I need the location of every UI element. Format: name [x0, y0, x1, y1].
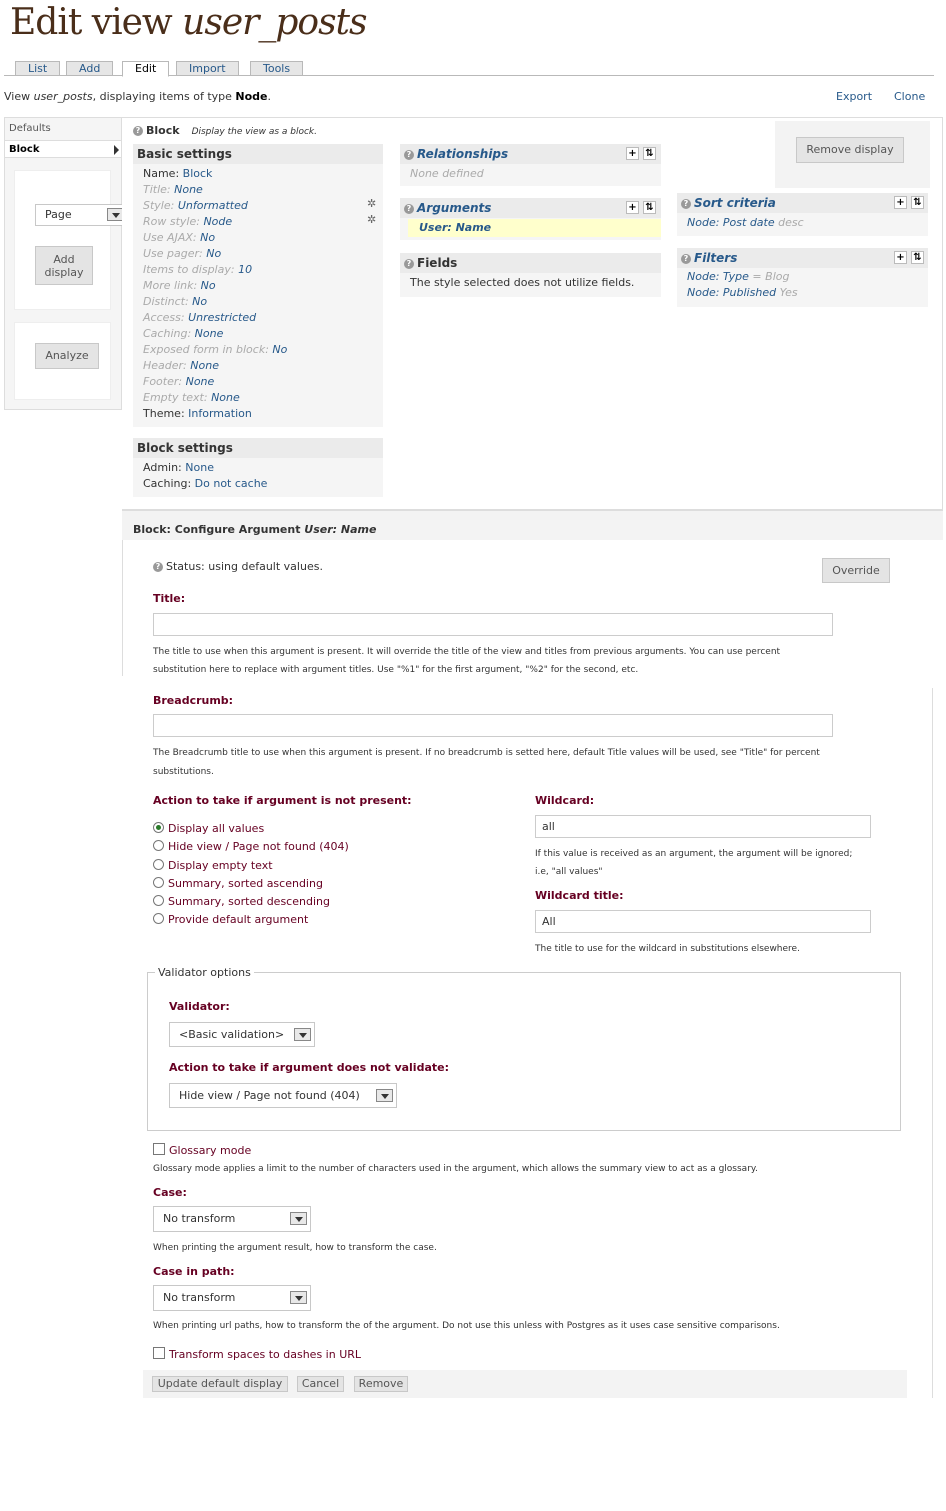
validate-action-label: Action to take if argument does not validate:: [169, 1061, 449, 1074]
analyze-button[interactable]: Analyze: [35, 343, 99, 369]
validate-action-select-value: Hide view / Page not found (404): [179, 1089, 360, 1102]
configure-title: [133, 523, 376, 536]
case-in-path-description: When printing url paths, how to transform the of the argument. Do not use this unless with Postgres as it uses case sensitive comparisons.: [153, 1321, 780, 1331]
display-item-block-label: Block: [9, 144, 40, 155]
setting-label: More link:: [143, 279, 201, 292]
sort-item-link[interactable]: Node: Post date: [687, 216, 775, 229]
setting-value-link[interactable]: No: [200, 279, 216, 292]
arguments-title: [400, 198, 661, 218]
radio-label: Hide view / Page not found (404): [168, 840, 349, 853]
basic-setting-row: [143, 262, 252, 278]
filters-title: [677, 248, 928, 268]
wildcard-description-line-2: i.e, "all values": [535, 867, 603, 877]
arguments-section: [400, 198, 661, 240]
tab-list[interactable]: List: [15, 61, 60, 76]
case-in-path-select[interactable]: [153, 1285, 311, 1311]
basic-settings-section: [133, 144, 383, 427]
setting-value-link[interactable]: Block: [182, 167, 213, 180]
block-setting-admin: [143, 460, 214, 476]
fields-title: [400, 253, 661, 273]
sort-item-direction: desc: [774, 216, 804, 229]
breadcrumb-label: Breadcrumb:: [153, 694, 234, 707]
radio-label: Summary, sorted ascending: [168, 877, 323, 890]
divider: [122, 540, 123, 676]
fields-note: The style selected does not utilize fields.: [410, 276, 635, 289]
wildcard-label: Wildcard:: [535, 794, 595, 807]
case-description: When printing the argument result, how to transform the case.: [153, 1243, 437, 1253]
basic-setting-row: [143, 406, 252, 422]
case-select-value: No transform: [163, 1212, 236, 1225]
basic-setting-row: [143, 246, 221, 262]
action-not-present-label: Action to take if argument is not present:: [153, 794, 412, 807]
sort-criteria-title-label: Sort criteria: [694, 196, 776, 210]
help-icon: ?: [681, 199, 691, 209]
help-icon: ?: [404, 259, 414, 269]
wildcard-title-input[interactable]: All: [535, 910, 871, 933]
case-select[interactable]: [153, 1206, 311, 1232]
radio-summary-ascending[interactable]: [153, 877, 323, 891]
setting-label: Access:: [143, 311, 189, 324]
rearrange-icon[interactable]: ⇅: [643, 201, 656, 214]
fields-section: [400, 253, 661, 297]
radio-icon: [153, 877, 164, 888]
block-header: [133, 124, 317, 137]
status-label: Status: using default values.: [166, 560, 323, 573]
display-type-select[interactable]: [35, 204, 128, 226]
transform-dashes-label: Transform spaces to dashes in URL: [169, 1348, 362, 1361]
title-label: Title:: [153, 592, 186, 605]
add-icon[interactable]: +: [626, 201, 639, 214]
block-setting-caching: [143, 476, 267, 492]
wildcard-title-description: The title to use for the wildcard in substitutions elsewhere.: [535, 944, 800, 954]
validator-legend: Validator options: [155, 966, 254, 979]
radio-label: Provide default argument: [168, 913, 309, 926]
basic-setting-row: [143, 342, 287, 358]
setting-value-link[interactable]: None: [185, 375, 215, 388]
tab-import[interactable]: Import: [176, 61, 239, 76]
fields-title-label: Fields: [417, 256, 458, 270]
remove-button[interactable]: Remove: [354, 1376, 408, 1392]
help-icon: ?: [681, 254, 691, 264]
setting-label: Empty text:: [143, 391, 212, 404]
filter-item-op: = Blog: [748, 270, 790, 283]
setting-value-link[interactable]: None: [174, 183, 203, 196]
breadcrumb-input[interactable]: [153, 714, 833, 737]
add-icon[interactable]: +: [626, 147, 639, 160]
add-icon[interactable]: +: [894, 251, 907, 264]
display-item-block[interactable]: [5, 140, 121, 158]
setting-value-link[interactable]: None: [185, 461, 214, 474]
primary-tabs: [4, 60, 934, 76]
wildcard-title-label: Wildcard title:: [535, 889, 624, 902]
setting-label: Distinct:: [143, 295, 193, 308]
case-in-path-label: Case in path:: [153, 1265, 235, 1278]
block-header-name: Block: [146, 124, 180, 137]
basic-setting-row: [143, 182, 203, 198]
relationships-title-label: Relationships: [417, 147, 509, 161]
status-text: [153, 560, 323, 573]
cancel-button[interactable]: Cancel: [297, 1376, 344, 1392]
update-default-display-button[interactable]: Update default display: [152, 1376, 288, 1392]
basic-setting-row: [143, 230, 215, 246]
title-description-line-1: The title to use when this argument is present. It will override the title of the view and titles from previous arguments. You can use percent: [153, 647, 781, 657]
relationships-section: [400, 144, 661, 186]
setting-label: Use pager:: [143, 247, 207, 260]
help-icon: ?: [133, 126, 143, 136]
basic-setting-row: [143, 294, 207, 310]
radio-icon: [153, 859, 164, 870]
view-summary: [4, 90, 271, 103]
setting-label: Style:: [143, 199, 178, 212]
export-link[interactable]: Export: [836, 90, 873, 103]
basic-setting-row: [143, 358, 219, 374]
setting-label: Caching:: [143, 327, 195, 340]
filter-item-op: Yes: [776, 286, 798, 299]
basic-setting-row: [143, 166, 212, 182]
rearrange-icon[interactable]: ⇅: [911, 196, 924, 209]
case-in-path-select-value: No transform: [163, 1291, 236, 1304]
setting-value-link[interactable]: Node: [203, 215, 233, 228]
title-input[interactable]: [153, 613, 833, 636]
glossary-label: Glossary mode: [169, 1144, 252, 1157]
clone-link[interactable]: Clone: [894, 90, 926, 103]
chevron-down-icon: [376, 1089, 393, 1102]
radio-display-all-values[interactable]: [153, 822, 264, 836]
filters-section: [677, 248, 928, 307]
radio-provide-default-argument[interactable]: [153, 913, 308, 927]
setting-label: Title:: [143, 183, 175, 196]
radio-selected-icon: [153, 822, 164, 833]
validator-select[interactable]: [169, 1022, 315, 1047]
chevron-down-icon: [290, 1212, 307, 1225]
wildcard-input[interactable]: all: [535, 815, 871, 838]
tab-add[interactable]: Add: [66, 61, 113, 76]
argument-item-user-name[interactable]: User: Name: [419, 221, 492, 234]
setting-value-link[interactable]: None: [190, 359, 219, 372]
summary-view-name: user_posts: [33, 90, 93, 103]
basic-setting-row: [143, 198, 248, 214]
setting-label: Use AJAX:: [143, 231, 201, 244]
sort-criteria-section: [677, 193, 928, 236]
glossary-checkbox[interactable]: [153, 1143, 251, 1157]
setting-label: Items to display:: [143, 263, 239, 276]
basic-setting-row: [143, 326, 223, 342]
override-button[interactable]: Override: [822, 558, 890, 583]
tab-edit[interactable]: Edit: [122, 61, 169, 77]
setting-label: Exposed form in block:: [143, 343, 273, 356]
validator-select-value: <Basic validation>: [179, 1028, 285, 1041]
setting-label: Row style:: [143, 215, 204, 228]
setting-value-link[interactable]: Do not cache: [194, 477, 268, 490]
page-title: [10, 2, 366, 43]
arguments-title-label: Arguments: [417, 201, 492, 215]
gear-icon[interactable]: ✲: [367, 197, 377, 210]
block-settings-title: Block settings: [133, 438, 383, 458]
validator-label: Validator:: [169, 1000, 230, 1013]
setting-label: Caching:: [143, 477, 195, 490]
setting-value-link[interactable]: No: [206, 247, 222, 260]
add-icon[interactable]: +: [894, 196, 907, 209]
chevron-down-icon: [290, 1291, 307, 1304]
transform-dashes-checkbox[interactable]: [153, 1347, 361, 1361]
basic-setting-row: [143, 390, 240, 406]
filter-item: [687, 285, 798, 301]
sort-item: [687, 215, 804, 231]
glossary-description: Glossary mode applies a limit to the number of characters used in the argument, which allows the summary view to act as a glossary.: [153, 1164, 758, 1174]
case-label: Case:: [153, 1186, 187, 1199]
basic-settings-title: Basic settings: [133, 144, 383, 164]
setting-value-link[interactable]: No: [272, 343, 288, 356]
tab-tools[interactable]: Tools: [250, 61, 303, 76]
setting-value-link[interactable]: Unformatted: [177, 199, 248, 212]
configure-title-argument: User: Name: [304, 523, 377, 536]
filter-item: [687, 269, 789, 285]
page-title-prefix: Edit view: [10, 2, 183, 43]
setting-value-link[interactable]: Information: [188, 407, 252, 420]
help-icon: ?: [404, 150, 414, 160]
setting-value-link[interactable]: No: [192, 295, 208, 308]
radio-display-empty-text[interactable]: [153, 859, 273, 873]
add-display-button[interactable]: Add display: [35, 246, 93, 285]
radio-hide-view[interactable]: [153, 840, 349, 854]
radio-label: Summary, sorted descending: [168, 895, 330, 908]
radio-icon: [153, 840, 164, 851]
relationships-empty: None defined: [410, 167, 484, 180]
wildcard-description-line-1: If this value is received as an argument, the argument will be ignored;: [535, 849, 853, 859]
summary-type: Node: [235, 90, 268, 103]
summary-middle: , displaying items of type: [92, 90, 236, 103]
setting-value-link[interactable]: None: [194, 327, 224, 340]
block-header-description: Display the view as a block.: [191, 127, 317, 137]
basic-setting-row: [143, 278, 216, 294]
summary-prefix: View: [4, 90, 34, 103]
relationships-title: [400, 144, 661, 164]
chevron-down-icon: [294, 1028, 311, 1041]
breadcrumb-description-line-2: substitutions.: [153, 767, 214, 777]
basic-setting-row: [143, 310, 256, 326]
help-icon: ?: [404, 204, 414, 214]
radio-label: Display empty text: [168, 859, 273, 872]
setting-value-link[interactable]: Unrestricted: [188, 311, 257, 324]
basic-setting-row: [143, 374, 214, 390]
setting-label: Admin:: [143, 461, 186, 474]
help-icon: ?: [153, 562, 163, 572]
setting-label: Name:: [143, 167, 183, 180]
block-settings-section: [133, 438, 383, 497]
radio-icon: [153, 895, 164, 906]
validate-action-select[interactable]: [169, 1083, 397, 1108]
sort-criteria-title: [677, 193, 928, 213]
filter-item-link[interactable]: Node: Type: [687, 270, 749, 283]
gear-icon[interactable]: ✲: [367, 213, 377, 226]
radio-icon: [153, 913, 164, 924]
remove-display-button[interactable]: Remove display: [796, 137, 904, 163]
display-item-defaults[interactable]: Defaults: [9, 123, 51, 134]
filter-item-link[interactable]: Node: Published: [687, 286, 777, 299]
radio-summary-descending[interactable]: [153, 895, 330, 909]
setting-label: Theme:: [143, 407, 189, 420]
setting-label: Footer:: [143, 375, 186, 388]
title-description-line-2: substitution here to replace with argument titles. Use "%1" for the first argument, "%2" for the second, etc.: [153, 665, 639, 675]
display-type-select-value: Page: [45, 208, 72, 221]
radio-label: Display all values: [168, 822, 265, 835]
arrow-right-icon: [114, 145, 119, 155]
rearrange-icon[interactable]: ⇅: [911, 251, 924, 264]
setting-value-link[interactable]: No: [200, 231, 216, 244]
rearrange-icon[interactable]: ⇅: [643, 147, 656, 160]
summary-suffix: .: [267, 90, 272, 103]
setting-label: Header:: [143, 359, 191, 372]
setting-value-link[interactable]: None: [211, 391, 240, 404]
basic-setting-row: [143, 214, 232, 230]
checkbox-icon: [153, 1347, 165, 1359]
configure-title-prefix: Block: Configure Argument: [133, 523, 305, 536]
setting-value-link[interactable]: 10: [238, 263, 253, 276]
divider: [932, 688, 933, 1398]
breadcrumb-description-line-1: The Breadcrumb title to use when this argument is present. If no breadcrumb is setted here, default Title values will be used, see "Title" for percent: [153, 748, 820, 758]
display-list: [4, 117, 122, 410]
page-title-view-name: user_posts: [182, 2, 367, 43]
add-display-box: [14, 170, 111, 310]
checkbox-icon: [153, 1143, 165, 1155]
filters-title-label: Filters: [694, 251, 738, 265]
